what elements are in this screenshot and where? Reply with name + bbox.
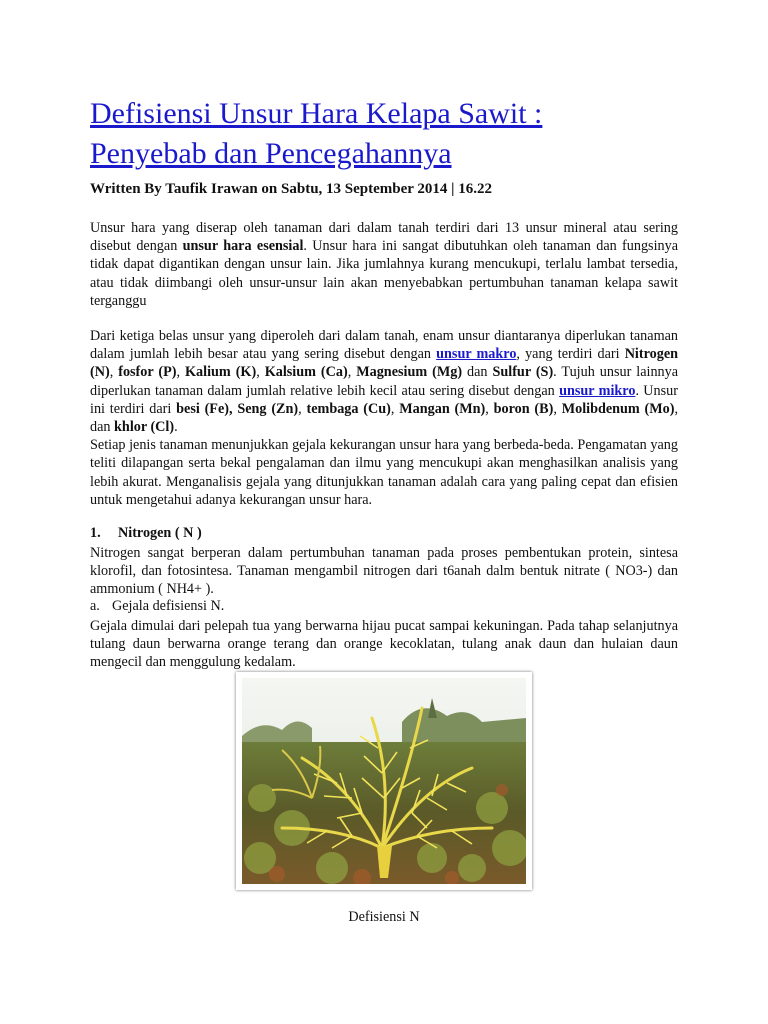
paragraph-gejala: Gejala dimulai dari pelepah tua yang berwarna hijau pucat sampai kekuningan. Pada tahap selanjutnya tulang daun berwarna orange terang dan orange kecoklatan, tulang anak daun dan hulaian daun mengecil dan menggulung kedalam.: [90, 618, 678, 671]
figure-caption: Defisiensi N: [348, 909, 420, 925]
bold-term: Kalsium (Ca): [264, 364, 348, 381]
bold-term: tembaga (Cu): [306, 400, 391, 417]
title-line-1: Defisiensi Unsur Hara Kelapa Sawit :: [90, 97, 543, 130]
bold-term: Nitrogen (N): [90, 346, 679, 381]
palm-deficiency-image: [242, 678, 526, 884]
paragraph-intro: Unsur hara yang diserap oleh tanaman dari dalam tanah terdiri dari 13 unsur mineral atau sering disebut dengan unsur hara esensial. Unsur hara ini sangat dibutuhkan oleh tanaman dan fungsinya tidak dapat digantikan dengan unsur lain. Jika jumlahnya kurang mencukupi, terlalu lambat tersedia, atau tidak diimbangi oleh unsur-unsur lain akan menyebabkan pertumbuhan tanaman kelapa sawit terganggu: [90, 220, 678, 309]
subheading-gejala: a. Gejala defisiensi N.: [90, 598, 225, 614]
bold-term: besi (Fe), Seng (Zn): [176, 400, 299, 417]
bold-term: khlor (Cl): [114, 419, 175, 436]
bold-term: Mangan (Mn): [399, 400, 486, 417]
section-heading-nitrogen: 1. Nitrogen ( N ): [90, 525, 202, 541]
bold-term: Molibdenum (Mo): [561, 400, 675, 417]
bold-term: Magnesium (Mg): [356, 364, 463, 381]
paragraph-nitrogen: Nitrogen sangat berperan dalam pertumbuhan tanaman pada proses pembentukan protein, sintesa klorofil, dan fotosintesa. Tanaman mengambil nitrogen dari t6anah dalm bentuk nitrate ( NO3-) dan ammonium ( NH4+ ).: [90, 545, 678, 598]
unsur-mikro-link[interactable]: unsur mikro: [559, 382, 636, 399]
bold-term: boron (B): [493, 400, 554, 417]
byline: Written By Taufik Irawan on Sabtu, 13 September 2014 | 16.22: [90, 181, 492, 197]
bold-term: fosfor (P): [118, 364, 177, 381]
paragraph-elements: Dari ketiga belas unsur yang diperoleh dari dalam tanah, enam unsur diantaranya diperlukan tanaman dalam jumlah lebih besar atau yang sering disebut dengan unsur makro, yang terdiri dari Nitrogen (N), fosfor (P), Kalium (K), Kalsium (Ca), Magnesium (Mg) dan Sulfur (S). Tujuh unsur lainnya diperlukan tanaman dalam jumlah relative lebih kecil atau sering disebut dengan unsur mikro. Unsur ini terdiri dari besi (Fe), Seng (Zn), tembaga (Cu), Mangan (Mn), boron (B), Molibdenum (Mo), dan khlor (Cl). Setiap jenis tanaman menunjukkan gejala kekurangan unsur hara yang berbeda-beda. Pengamatan yang teliti dilapangan serta bekal pengalaman dan ilmu yang mencukupi akan menghasilkan analisis yang lebih akurat. Menganalisis gejala yang ditunjukkan tanaman adalah cara yang paling cepat dan efisien untuk mengetahui adanya kekurangan unsur hara.: [90, 328, 679, 508]
palm-photo: [236, 672, 532, 890]
bold-term: unsur hara esensial: [182, 238, 304, 255]
bold-term: Sulfur (S): [492, 364, 554, 381]
bold-term: Kalium (K): [185, 364, 257, 381]
page-title: [90, 94, 690, 174]
unsur-makro-link[interactable]: unsur makro: [436, 346, 517, 363]
title-line-2: Penyebab dan Pencegahannya: [90, 137, 452, 170]
